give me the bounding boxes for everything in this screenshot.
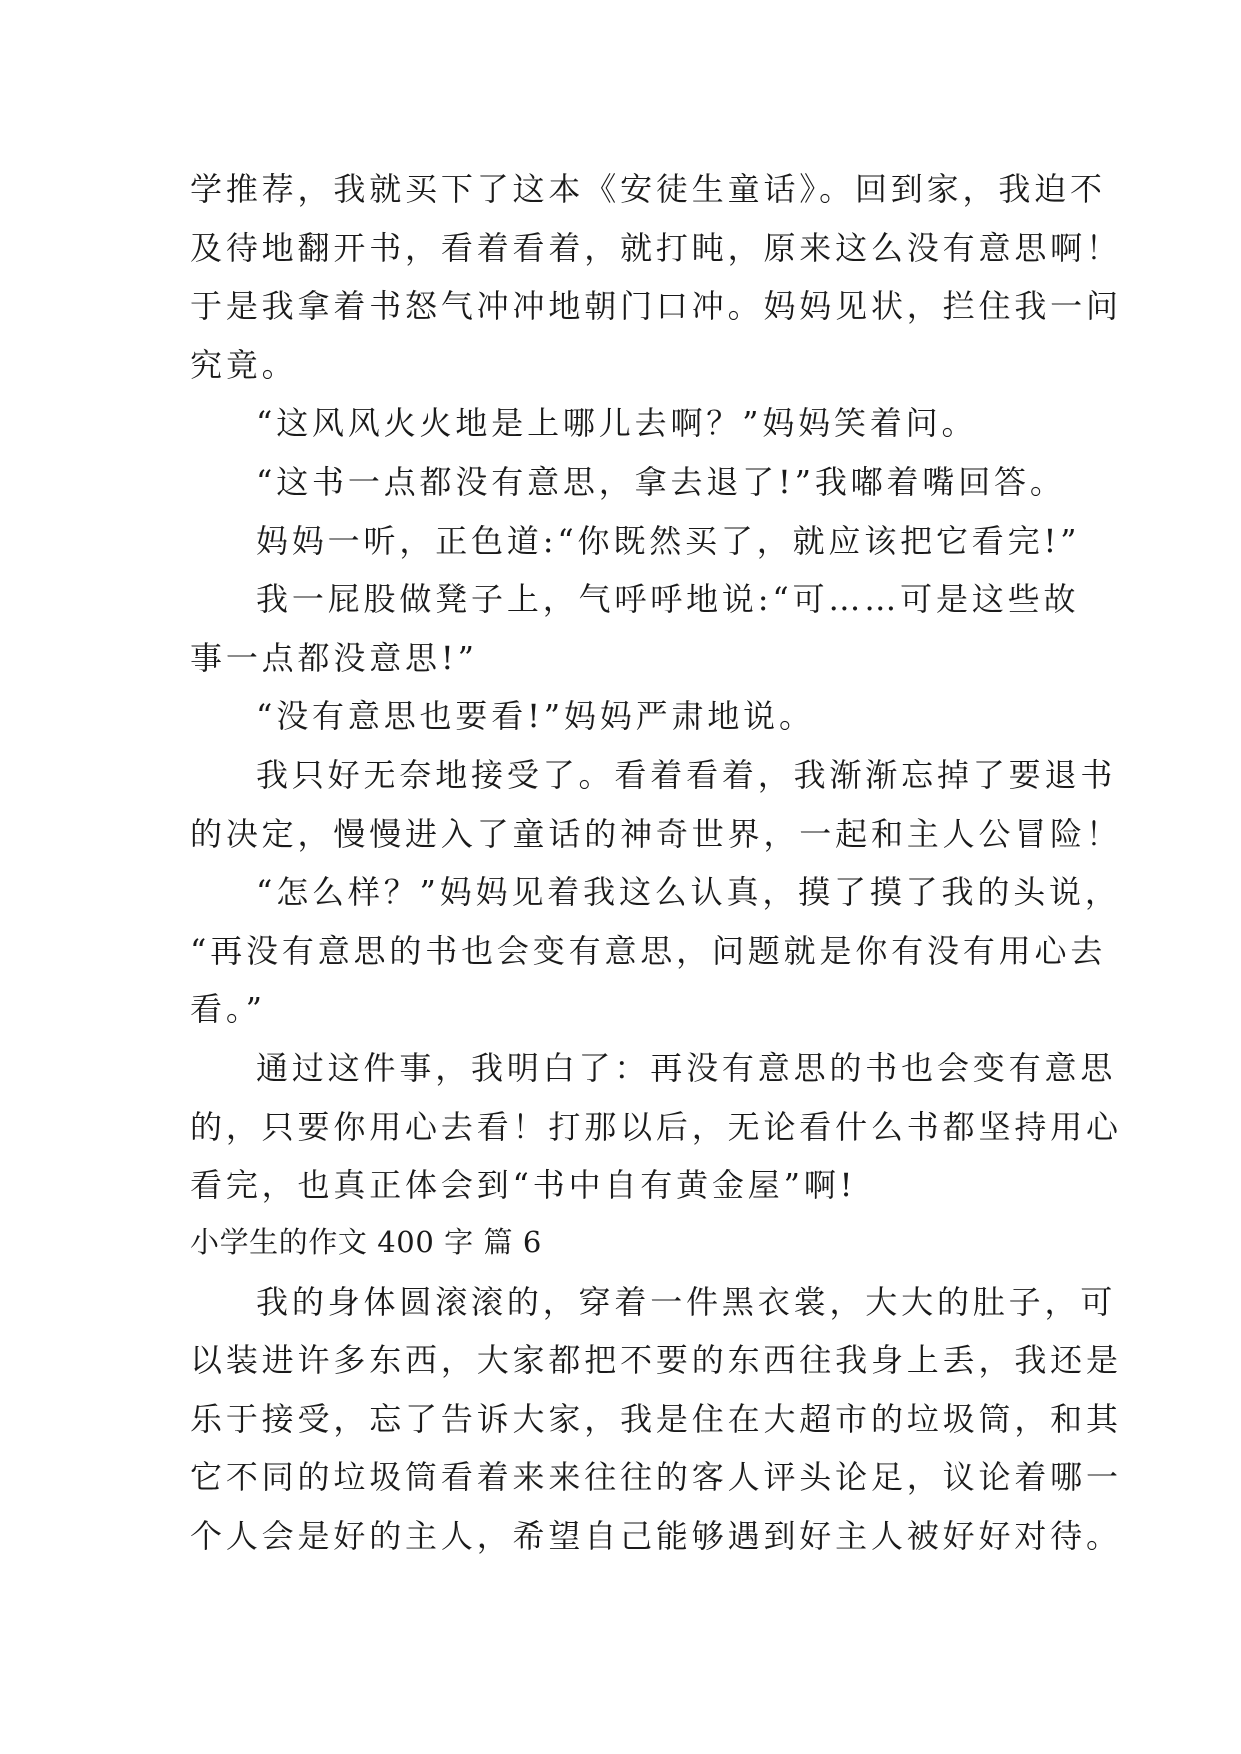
text-line: 事一点都没意思!” [190,638,478,677]
text-line: 的，只要你用心去看！打那以后，无论看什么书都坚持用心 [190,1107,1122,1146]
text-line: 通过这件事，我明白了：再没有意思的书也会变有意思 [256,1048,1117,1087]
text-line: “这风风火火地是上哪儿去啊？”妈妈笑着问。 [256,404,978,443]
text-line: 我一屁股做凳子上，气呼呼地说:“可……可是这些故 [256,580,1080,619]
text-line: 看。” [190,990,266,1029]
text-line: 及待地翻开书，看着看着，就打盹，原来这么没有意思啊！ [190,228,1122,267]
text-line: 以装进许多东西，大家都把不要的东西往我身上丢，我还是 [190,1341,1122,1380]
text-line: 它不同的垃圾筒看着来来往往的客人评头论足，议论着哪一 [190,1458,1122,1497]
text-line: 学推荐，我就买下了这本《安徒生童话》。回到家，我迫不 [190,170,1106,208]
text-line: “没有意思也要看!”妈妈严肃地说。 [256,697,815,736]
text-line: 个人会是好的主人，希望自己能够遇到好主人被好好对待。 [190,1517,1122,1556]
text-line: “这书一点都没有意思，拿去退了!”我嘟着嘴回答。 [256,462,1066,501]
text-line: 看完，也真正体会到“书中自有黄金屋”啊! [190,1166,857,1205]
text-line: 于是我拿着书怒气冲冲地朝门口冲。妈妈见状，拦住我一问 [190,287,1122,326]
text-line: 乐于接受，忘了告诉大家，我是住在大超市的垃圾筒，和其 [190,1399,1122,1438]
text-line: 究竟。 [190,345,298,384]
text-line: “怎么样？”妈妈见着我这么认真，摸了摸了我的头说， [256,873,1121,912]
text-line: 妈妈一听，正色道:“你既然买了，就应该把它看完!” [256,521,1081,560]
text-line: 我的身体圆滚滚的，穿着一件黑衣裳，大大的肚子，可 [256,1282,1117,1321]
section-heading: 小学生的作文 400 字 篇 6 [190,1224,542,1259]
document-page [190,160,1122,1566]
text-line: 的决定，慢慢进入了童话的神奇世界，一起和主人公冒险！ [190,814,1122,853]
text-line: “再没有意思的书也会变有意思，问题就是你有没有用心去 [190,931,1107,970]
text-line: 我只好无奈地接受了。看着看着，我渐渐忘掉了要退书 [256,755,1117,794]
